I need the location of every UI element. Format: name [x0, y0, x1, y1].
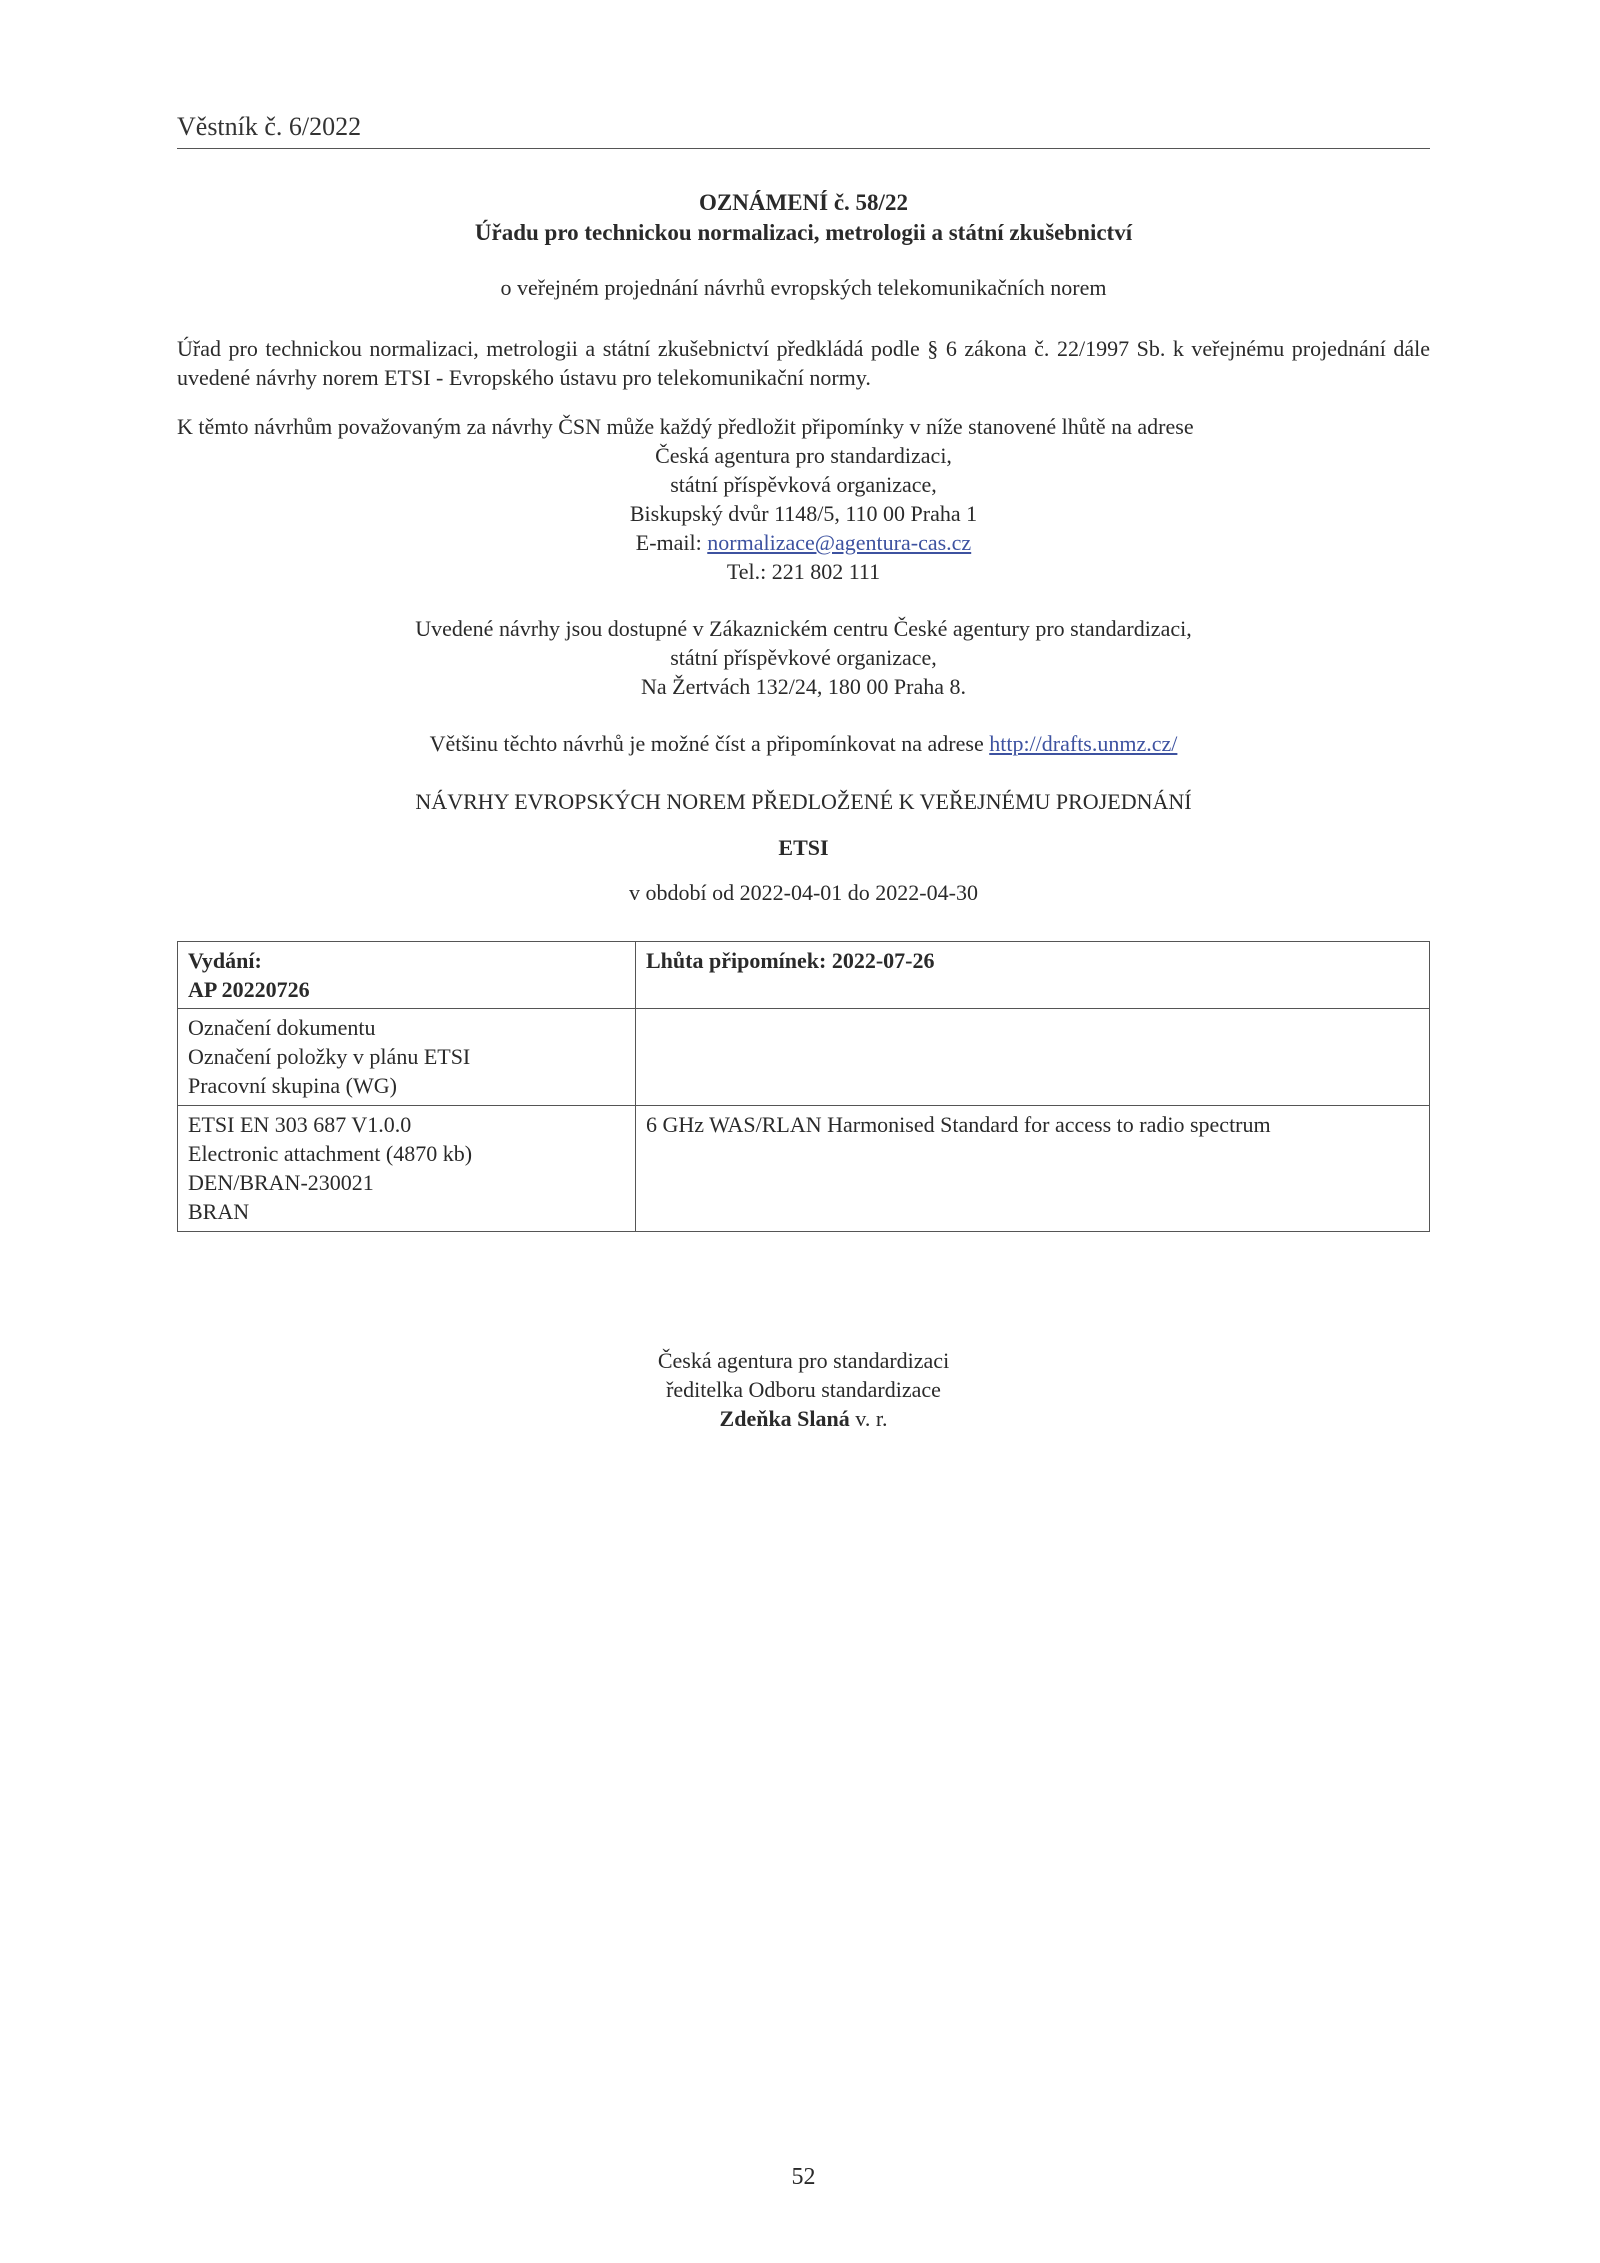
- work-item: DEN/BRAN-230021: [188, 1170, 374, 1195]
- column-label-document: Označení dokumentu: [188, 1015, 376, 1040]
- deadline-text: Lhůta připomínek: 2022-07-26: [646, 948, 935, 973]
- column-label-wg: Pracovní skupina (WG): [188, 1073, 397, 1098]
- document-title: 6 GHz WAS/RLAN Harmonised Standard for access to radio spectrum: [646, 1112, 1271, 1137]
- availability-line-2: státní příspěvkové organizace,: [670, 645, 937, 670]
- signature-suffix: v. r.: [849, 1406, 888, 1431]
- email-line: [177, 528, 1430, 557]
- deadline-cell: [636, 942, 1430, 1009]
- section-org: ETSI: [778, 835, 829, 860]
- table-row: [178, 1106, 1430, 1232]
- signature-block: [177, 1346, 1430, 1433]
- working-group: BRAN: [188, 1199, 250, 1224]
- issue-cell: [178, 942, 636, 1009]
- journal-header: Věstník č. 6/2022: [177, 112, 1430, 149]
- address-block: [177, 441, 1430, 586]
- page-number: 52: [791, 2164, 816, 2190]
- drafts-link[interactable]: http://drafts.unmz.cz/: [989, 731, 1178, 756]
- empty-cell: [636, 1009, 1430, 1106]
- availability-block: [177, 614, 1430, 701]
- document-id: ETSI EN 303 687 V1.0.0: [188, 1112, 412, 1137]
- tel-line: Tel.: 221 802 111: [726, 559, 881, 584]
- document-cell: [178, 1106, 636, 1232]
- availability-line-3: Na Žertvách 132/24, 180 00 Praha 8.: [640, 674, 967, 699]
- comments-paragraph: K těmto návrhům považovaným za návrhy ČSN může každý předložit připomínky v níže stanovené lhůtě na adrese: [177, 414, 1194, 439]
- drafts-line: [177, 731, 1430, 757]
- notice-subject: o veřejném projednání návrhů evropských telekomunikačních norem: [500, 275, 1107, 300]
- issue-label: Vydání:: [188, 948, 262, 973]
- address-line-1: Česká agentura pro standardizaci,: [655, 443, 952, 468]
- table-header-row: [178, 942, 1430, 1009]
- intro-paragraph: Úřad pro technickou normalizaci, metrologii a státní zkušebnictví předkládá podle § 6 zákona č. 22/1997 Sb. k veřejnému projednání dále uvedené návrhy norem ETSI - Evropského ústavu pro telekomunikační normy.: [177, 336, 1430, 390]
- notice-number: OZNÁMENÍ č. 58/22: [699, 190, 908, 215]
- email-link[interactable]: normalizace@agentura-cas.cz: [707, 530, 972, 555]
- section-period: v období od 2022-04-01 do 2022-04-30: [629, 880, 978, 905]
- table-columns-row: [178, 1009, 1430, 1106]
- issue-value: AP 20220726: [188, 977, 310, 1002]
- drafts-text: Většinu těchto návrhů je možné číst a připomínkovat na adrese: [429, 731, 990, 756]
- signature-org: Česká agentura pro standardizaci: [657, 1348, 950, 1373]
- email-label: E-mail:: [635, 530, 708, 555]
- address-line-3: Biskupský dvůr 1148/5, 110 00 Praha 1: [629, 501, 978, 526]
- drafts-table: [177, 941, 1430, 1232]
- column-label-item: Označení položky v plánu ETSI: [188, 1044, 471, 1069]
- electronic-attachment[interactable]: Electronic attachment (4870 kb): [188, 1141, 473, 1166]
- section-heading: NÁVRHY EVROPSKÝCH NOREM PŘEDLOŽENÉ K VEŘEJNÉMU PROJEDNÁNÍ: [415, 789, 1192, 814]
- signature-name-line: [177, 1404, 1430, 1433]
- column-labels-cell: [178, 1009, 636, 1106]
- signature-name: Zdeňka Slaná: [719, 1406, 850, 1431]
- notice-authority: Úřadu pro technickou normalizaci, metrologii a státní zkušebnictví: [474, 220, 1133, 245]
- address-line-2: státní příspěvková organizace,: [670, 472, 937, 497]
- document-title-cell: [636, 1106, 1430, 1232]
- notice-title-block: [177, 188, 1430, 248]
- signature-role: ředitelka Odboru standardizace: [666, 1377, 941, 1402]
- availability-line-1: Uvedené návrhy jsou dostupné v Zákaznickém centru České agentury pro standardizaci,: [415, 616, 1192, 641]
